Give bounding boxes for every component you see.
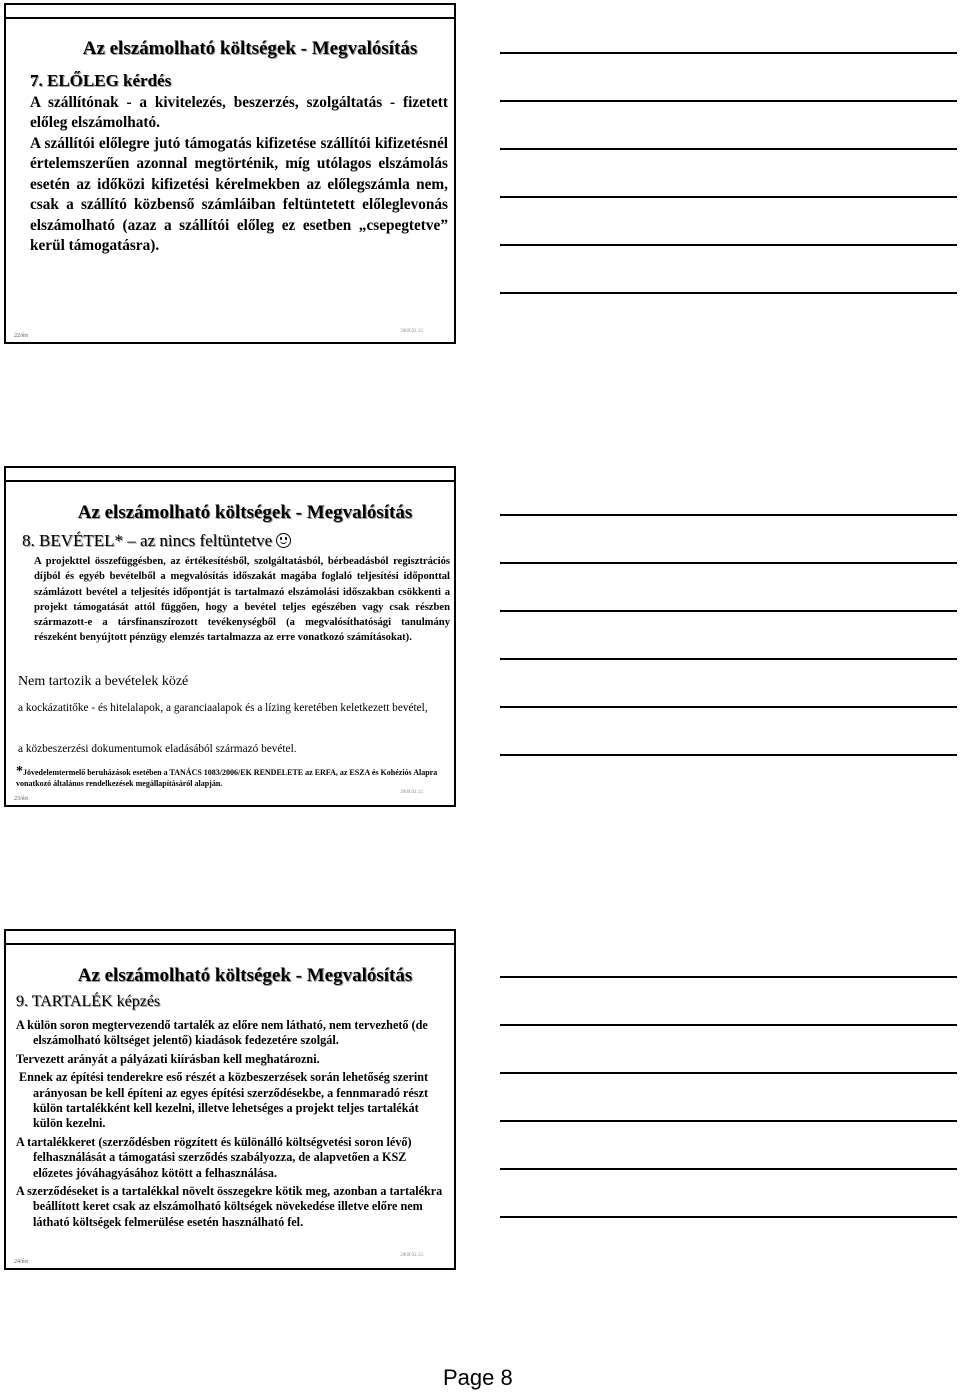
slide-number: 24/ért [14, 1259, 28, 1265]
paragraph: A tartalékkeret (szerződésben rögzített és különálló költségvetési soron lévő) felhasználását a támogatási szerződés szabályozza, de alapvetően a KSZ előzetes jóváhagyásához kötött a felhasználása. [16, 1134, 412, 1180]
slide-heading [22, 531, 291, 551]
slide-heading: 9. TARTALÉK képzés [16, 993, 161, 1010]
slide-number: 22/ért [14, 333, 28, 339]
slide-title: Az elszámolható költségek - Megvalósítás [77, 965, 413, 986]
page-number: Page 8 [443, 1365, 513, 1390]
slide-subheading: Nem tartozik a bevételek közé [18, 674, 189, 689]
slide-heading-text: 8. BEVÉTEL* – az nincs feltüntetve [22, 531, 273, 550]
slide-line: A szállítónak - a kivitelezés, beszerzés, szolgáltatás - fizetett előleg elszámolható. [30, 93, 448, 131]
slide-paragraph: A szállítói előlegre jutó támogatás kifizetése szállítói kifizetésnél értelemszerűen azonnal megtörténik, míg utólagos elszámolás esetén az időközi kifizetési kérelmekben az előlegszámla nem, csak a szállító közbenső számláiban feltüntetett előleglevonás elszámolható (azaz a szállítói előleg ez esetben „csepegtetve” kerül támogatásra). [30, 134, 448, 254]
list-item: a kockázatitőke - és hitelalapok, a garanciaalapok és a lízing keretében keletkezett bevétel, [18, 702, 428, 714]
slide-22 [4, 3, 456, 344]
list-item: a közbeszerzési dokumentumok eladásából származó bevétel. [18, 743, 297, 755]
slide-body [30, 71, 448, 257]
footnote [16, 766, 450, 789]
slide-top-bar [6, 5, 454, 19]
slide-top-bar [6, 931, 454, 945]
footnote-star: * [16, 764, 23, 779]
slide-date: 2009.02.12. [400, 1253, 424, 1258]
slide-body [16, 1018, 448, 1230]
slide-paragraph: A projekttel összefüggésben, az értékesítésből, szolgáltatásból, bérbeadásból regisztrációs díjból és egyéb bevételből a megvalósítás időszakát magába foglaló teljesítési időponttal számlázott bevétel a teljesítés időpontját is tartalmazó elszámolási időszakban csökkenti a projekt támogatását attól függően, hogy a bevétel teljes egészében vagy csak részben származott-e a társfinanszírozott tevékenységből (a megvalósíthatósági tanulmány részeként benyújtott pénzügy elemzés tartalmazza az erre vonatkozó számításokat). [34, 556, 450, 644]
paragraph: A szerződéseket is a tartalékkal növelt összegekre kötik meg, azonban a tartalékra beállított keret csak az elszámolható költségek növekedése illetve előre nem látható költségek felmerülése esetén használható fel. [16, 1184, 443, 1229]
paragraph: A külön soron megtervezendő tartalék az előre nem látható, nem tervezhető (de elszámolható költséget jelentő) kiadások fedezetére szolgál. [16, 1018, 428, 1048]
slide-23 [4, 466, 456, 807]
slide-date: 2009.02.12. [400, 329, 424, 334]
paragraph: Ennek az építési tenderekre eső részét a közbeszerzések során lehetőség szerint arányosan be kell építeni az egyes építési szerződésekbe, a fennmaradó részt külön tartalékként kell kezelni, illetve lehetséges a projekt teljes tartalékát külön kezelni. [19, 1070, 429, 1131]
smiley-icon [276, 533, 291, 548]
slide-24 [4, 929, 456, 1270]
footnote-text: Jövedelemtermelő beruházások esetében a TANÁCS 1083/2006/EK RENDELETE az ERFA, az ESZA és Kohéziós Alapra vonatkozó általános rendelkezések megállapításáról alapján. [16, 768, 438, 788]
slide-top-bar [6, 468, 454, 482]
slide-title: Az elszámolható költségek - Megvalósítás [82, 38, 418, 59]
paragraph: Tervezett arányát a pályázati kiírásban kell meghatározni. [16, 1051, 320, 1066]
slide-date: 2009.02.12. [400, 790, 424, 795]
slide-number: 23/ért [14, 796, 28, 802]
slide-heading: 7. ELŐLEG kérdés [30, 71, 172, 90]
slide-title: Az elszámolható költségek - Megvalósítás [77, 502, 413, 523]
